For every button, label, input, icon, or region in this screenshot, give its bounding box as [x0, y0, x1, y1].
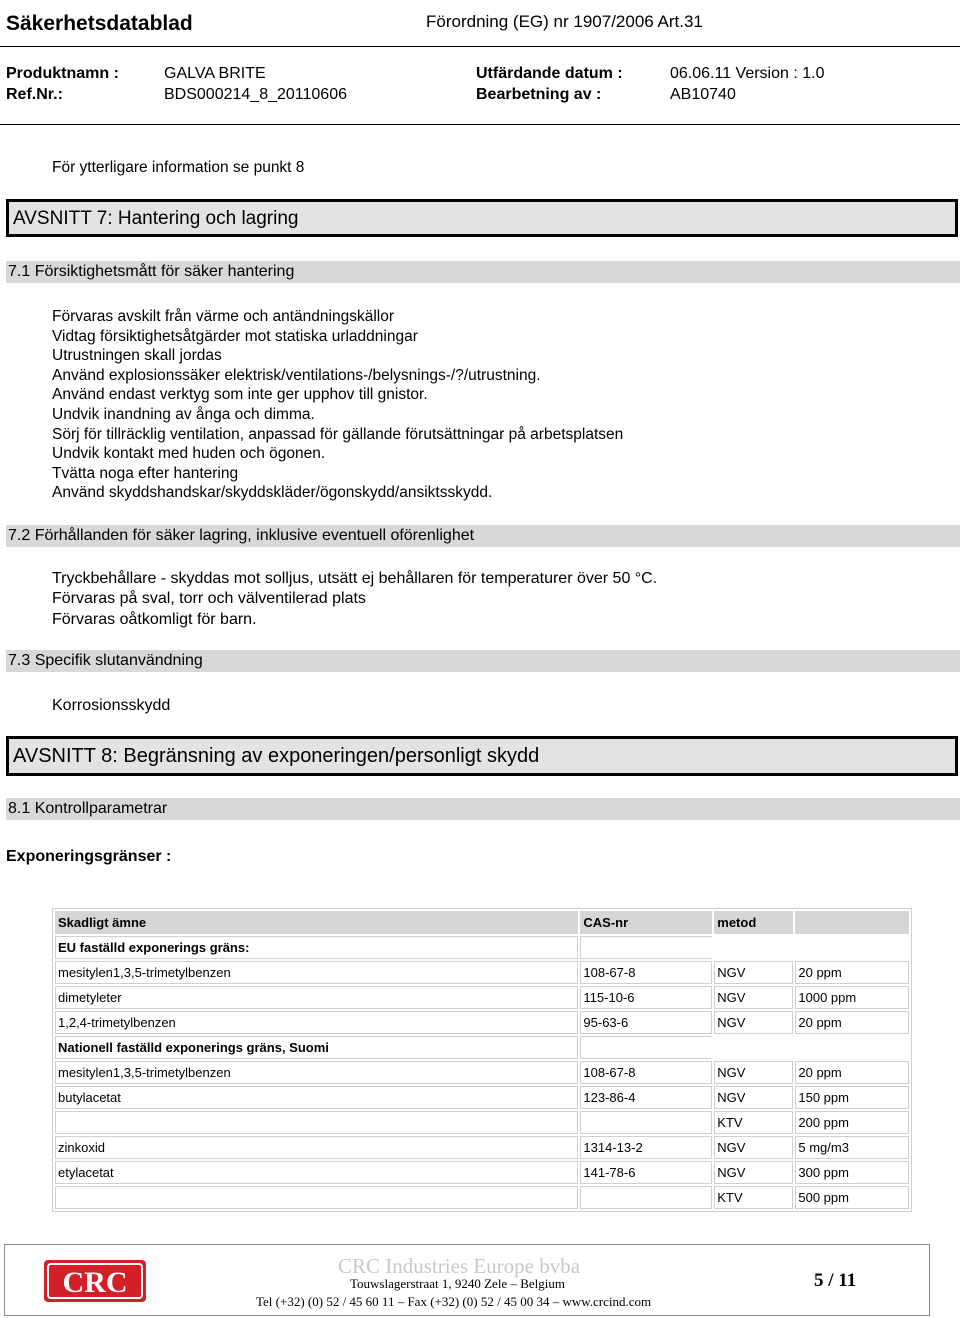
- text-line: Förvaras avskilt från värme och antändningskällor: [52, 308, 395, 325]
- method-cell: NGV: [714, 1136, 793, 1159]
- table-row: [55, 961, 909, 984]
- text-line: Förvaras oåtkomligt för barn.: [52, 610, 257, 628]
- text-line: Förvaras på sval, torr och välventilerad plats: [52, 590, 366, 608]
- document-title: Säkerhetsdatablad: [6, 12, 193, 35]
- text-line: Tvätta noga efter hantering: [52, 464, 239, 482]
- method-cell: NGV: [714, 1011, 793, 1034]
- group-label: Nationell faställd exponerings gräns, Suomi: [55, 1036, 578, 1059]
- value-cell: 1000 ppm: [795, 986, 909, 1009]
- cas-cell: 108-67-8: [580, 961, 712, 984]
- handling-precautions: [52, 307, 932, 503]
- issue-date-label: Utfärdande datum :: [476, 65, 623, 82]
- text-line: Använd endast verktyg som inte ger upphov till gnistor.: [52, 386, 428, 404]
- revised-by-label: Bearbetning av :: [476, 86, 602, 103]
- value-cell: 20 ppm: [795, 961, 909, 984]
- value-cell: 150 ppm: [795, 1086, 909, 1109]
- method-cell: KTV: [714, 1111, 793, 1134]
- header-divider: [0, 46, 960, 47]
- cas-cell: 123-86-4: [580, 1086, 712, 1109]
- table-row: [55, 1111, 909, 1134]
- company-address: Touwslagerstraat 1, 9240 Zele – Belgium: [350, 1276, 565, 1291]
- method-cell: NGV: [714, 961, 793, 984]
- subsection-7-3-heading: 7.3 Specifik slutanvändning: [6, 650, 960, 672]
- product-name-value: GALVA BRITE: [164, 65, 266, 82]
- exposure-limits-heading: Exponeringsgränser :: [6, 848, 172, 865]
- cas-cell: 141-78-6: [580, 1161, 712, 1184]
- table-row: [55, 1061, 909, 1084]
- column-header-cas: CAS-nr: [580, 911, 712, 934]
- empty-cell: [580, 936, 712, 959]
- cas-cell: 115-10-6: [580, 986, 712, 1009]
- table-row: [55, 1011, 909, 1034]
- crc-logo: [42, 1256, 148, 1306]
- company-contact: Tel (+32) (0) 52 / 45 60 11 – Fax (+32) (0) 52 / 45 00 34 – www.crcind.com: [256, 1294, 652, 1309]
- method-cell: NGV: [714, 986, 793, 1009]
- table-row: [55, 986, 909, 1009]
- cas-cell: [580, 1186, 712, 1209]
- text-line: Vidtag försiktighetsåtgärder mot statiska urladdningar: [52, 327, 418, 345]
- exposure-limits-table: [52, 908, 912, 1212]
- value-cell: 5 mg/m3: [795, 1136, 909, 1159]
- substance-cell: zinkoxid: [55, 1136, 578, 1159]
- table-row: [55, 1186, 909, 1209]
- column-header-substance: Skadligt ämne: [55, 911, 578, 934]
- text-line: Utrustningen skall jordas: [52, 347, 222, 365]
- text-line: Undvik inandning av ånga och dimma.: [52, 405, 315, 423]
- column-header-method: metod: [714, 911, 793, 934]
- text-line: Undvik kontakt med huden och ögonen.: [52, 445, 326, 463]
- section-8-heading: AVSNITT 8: Begränsning av exponeringen/personligt skydd: [6, 736, 958, 776]
- page-number: 5 / 11: [814, 1270, 857, 1291]
- product-name-label: Produktnamn :: [6, 65, 119, 82]
- method-cell: NGV: [714, 1161, 793, 1184]
- substance-cell: dimetyleter: [55, 986, 578, 1009]
- substance-cell: [55, 1111, 578, 1134]
- substance-cell: mesitylen1,3,5-trimetylbenzen: [55, 1061, 578, 1084]
- table-row: [55, 1086, 909, 1109]
- substance-cell: [55, 1186, 578, 1209]
- substance-cell: mesitylen1,3,5-trimetylbenzen: [55, 961, 578, 984]
- group-label: EU faställd exponerings gräns:: [55, 936, 578, 959]
- table-group-row: [55, 936, 909, 959]
- company-name: CRC Industries Europe bvba: [338, 1254, 581, 1278]
- method-cell: NGV: [714, 1086, 793, 1109]
- subsection-7-1-heading: 7.1 Försiktighetsmått för säker hantering: [6, 261, 960, 283]
- value-cell: 20 ppm: [795, 1011, 909, 1034]
- value-cell: 200 ppm: [795, 1111, 909, 1134]
- table-row: [55, 1136, 909, 1159]
- logo-text: CRC: [62, 1266, 128, 1299]
- value-cell: 500 ppm: [795, 1186, 909, 1209]
- empty-cell: [714, 936, 909, 959]
- empty-cell: [714, 1036, 909, 1059]
- text-line: Använd skyddshandskar/skyddskläder/ögonskydd/ansiktsskydd.: [52, 484, 493, 502]
- text-line: Använd explosionssäker elektrisk/ventilations-/belysnings-/?/utrustning.: [52, 366, 541, 384]
- regulation-reference: Förordning (EG) nr 1907/2006 Art.31: [426, 12, 703, 31]
- table-row: [55, 1161, 909, 1184]
- table-header-row: [55, 911, 909, 934]
- empty-cell: [580, 1036, 712, 1059]
- table-group-row: [55, 1036, 909, 1059]
- cas-cell: 1314-13-2: [580, 1136, 712, 1159]
- header-bottom-divider: [0, 124, 960, 125]
- intro-text: För ytterligare information se punkt 8: [52, 159, 305, 176]
- cas-cell: 95-63-6: [580, 1011, 712, 1034]
- issue-date-value: 06.06.11 Version : 1.0: [670, 65, 825, 82]
- text-line: Sörj för tillräcklig ventilation, anpassad för gällande förutsättningar på arbetsplatsen: [52, 425, 624, 443]
- substance-cell: 1,2,4-trimetylbenzen: [55, 1011, 578, 1034]
- column-header-value: [795, 911, 909, 934]
- crc-logo-icon: [42, 1256, 148, 1306]
- storage-conditions: [52, 569, 932, 630]
- cas-cell: [580, 1111, 712, 1134]
- ref-number-value: BDS000214_8_20110606: [164, 86, 347, 103]
- text-line: Tryckbehållare - skyddas mot solljus, utsätt ej behållaren för temperaturer över 50 °C.: [52, 570, 658, 587]
- subsection-8-1-heading: 8.1 Kontrollparametrar: [6, 798, 960, 820]
- specific-end-use: Korrosionsskydd: [52, 697, 171, 714]
- cas-cell: 108-67-8: [580, 1061, 712, 1084]
- subsection-7-2-heading: 7.2 Förhållanden för säker lagring, inklusive eventuell oförenlighet: [6, 525, 960, 547]
- revised-by-value: AB10740: [670, 86, 736, 103]
- method-cell: NGV: [714, 1061, 793, 1084]
- ref-number-label: Ref.Nr.:: [6, 86, 63, 103]
- value-cell: 20 ppm: [795, 1061, 909, 1084]
- substance-cell: etylacetat: [55, 1161, 578, 1184]
- section-7-heading: AVSNITT 7: Hantering och lagring: [6, 199, 958, 237]
- substance-cell: butylacetat: [55, 1086, 578, 1109]
- method-cell: KTV: [714, 1186, 793, 1209]
- value-cell: 300 ppm: [795, 1161, 909, 1184]
